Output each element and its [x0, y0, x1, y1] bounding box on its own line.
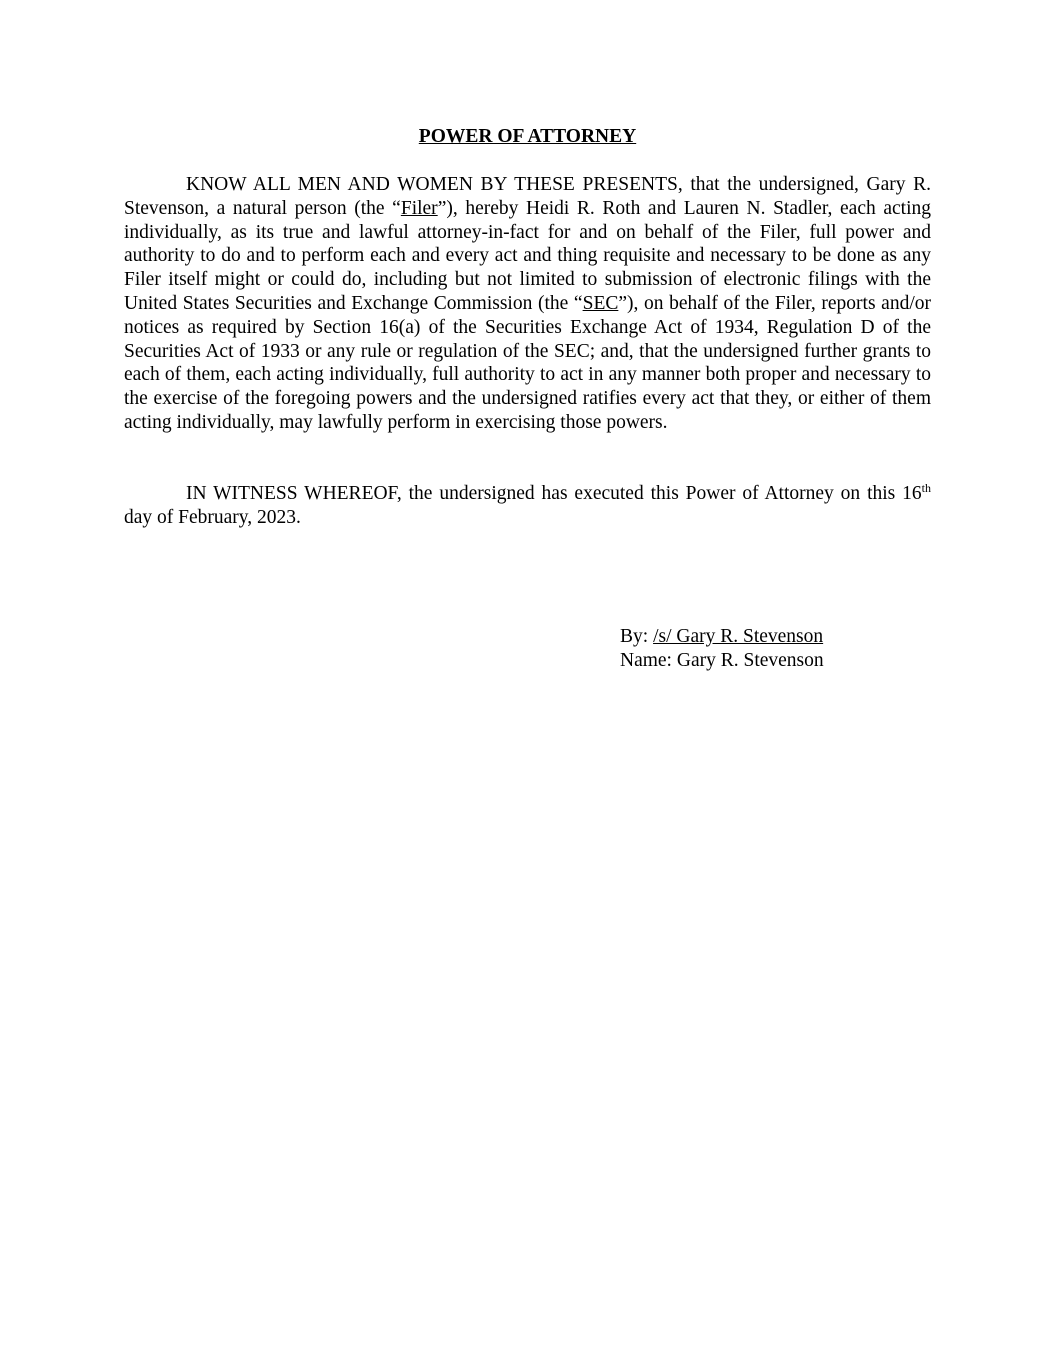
- grant-paragraph-part2: ”), hereby Heidi R. Roth and Lauren N. Stadler, each acting individually, as its true and lawful attorney-in-fact for and on behalf of the Filer, full power and authority to do and to perform each and every act and thing requisite and necessary to be done as any Filer itself might or could do, including but not limited to submission of electronic filings with the United States Securities and Exchange Commission (the “: [124, 197, 931, 314]
- signature-name-value: Gary R. Stevenson: [676, 650, 824, 671]
- signature-name-label: Name:: [620, 650, 677, 671]
- witness-paragraph: [124, 482, 931, 530]
- signature-by-value: /s/ Gary R. Stevenson: [653, 626, 824, 647]
- grant-paragraph-part3: ”), on behalf of the Filer, reports and/or notices as required by Section 16(a) of the Securities Exchange Act of 1934, Regulation D of the Securities Act of 1933 or any rule or regulation of the SEC; and, that the undersigned further grants to each of them, each acting individually, full authority to act in any manner both proper and necessary to the exercise of the foregoing powers and the undersigned ratifies every act that they, or either of them acting individually, may lawfully perform in exercising those powers.: [124, 292, 931, 433]
- witness-day-suffix: th: [921, 481, 931, 495]
- filer-defined-term: Filer: [400, 197, 438, 219]
- signature-by-label: By:: [620, 626, 654, 647]
- witness-day-number: 16: [902, 483, 922, 504]
- signature-by-line: [620, 625, 823, 649]
- witness-paragraph-part1: IN WITNESS WHEREOF, the undersigned has executed this Power of Attorney on this: [186, 483, 903, 504]
- sec-defined-term: SEC: [582, 292, 619, 314]
- document-title: [0, 125, 1055, 149]
- grant-paragraph: [124, 173, 931, 435]
- document-title-text: POWER OF ATTORNEY: [418, 126, 637, 147]
- grant-paragraph-part1: KNOW ALL MEN AND WOMEN BY THESE PRESENTS, that the undersigned, Gary R. Stevenson, a natural person (the “: [124, 174, 931, 219]
- witness-paragraph-part2: day of February, 2023.: [124, 506, 301, 528]
- signature-name-line: [620, 649, 824, 673]
